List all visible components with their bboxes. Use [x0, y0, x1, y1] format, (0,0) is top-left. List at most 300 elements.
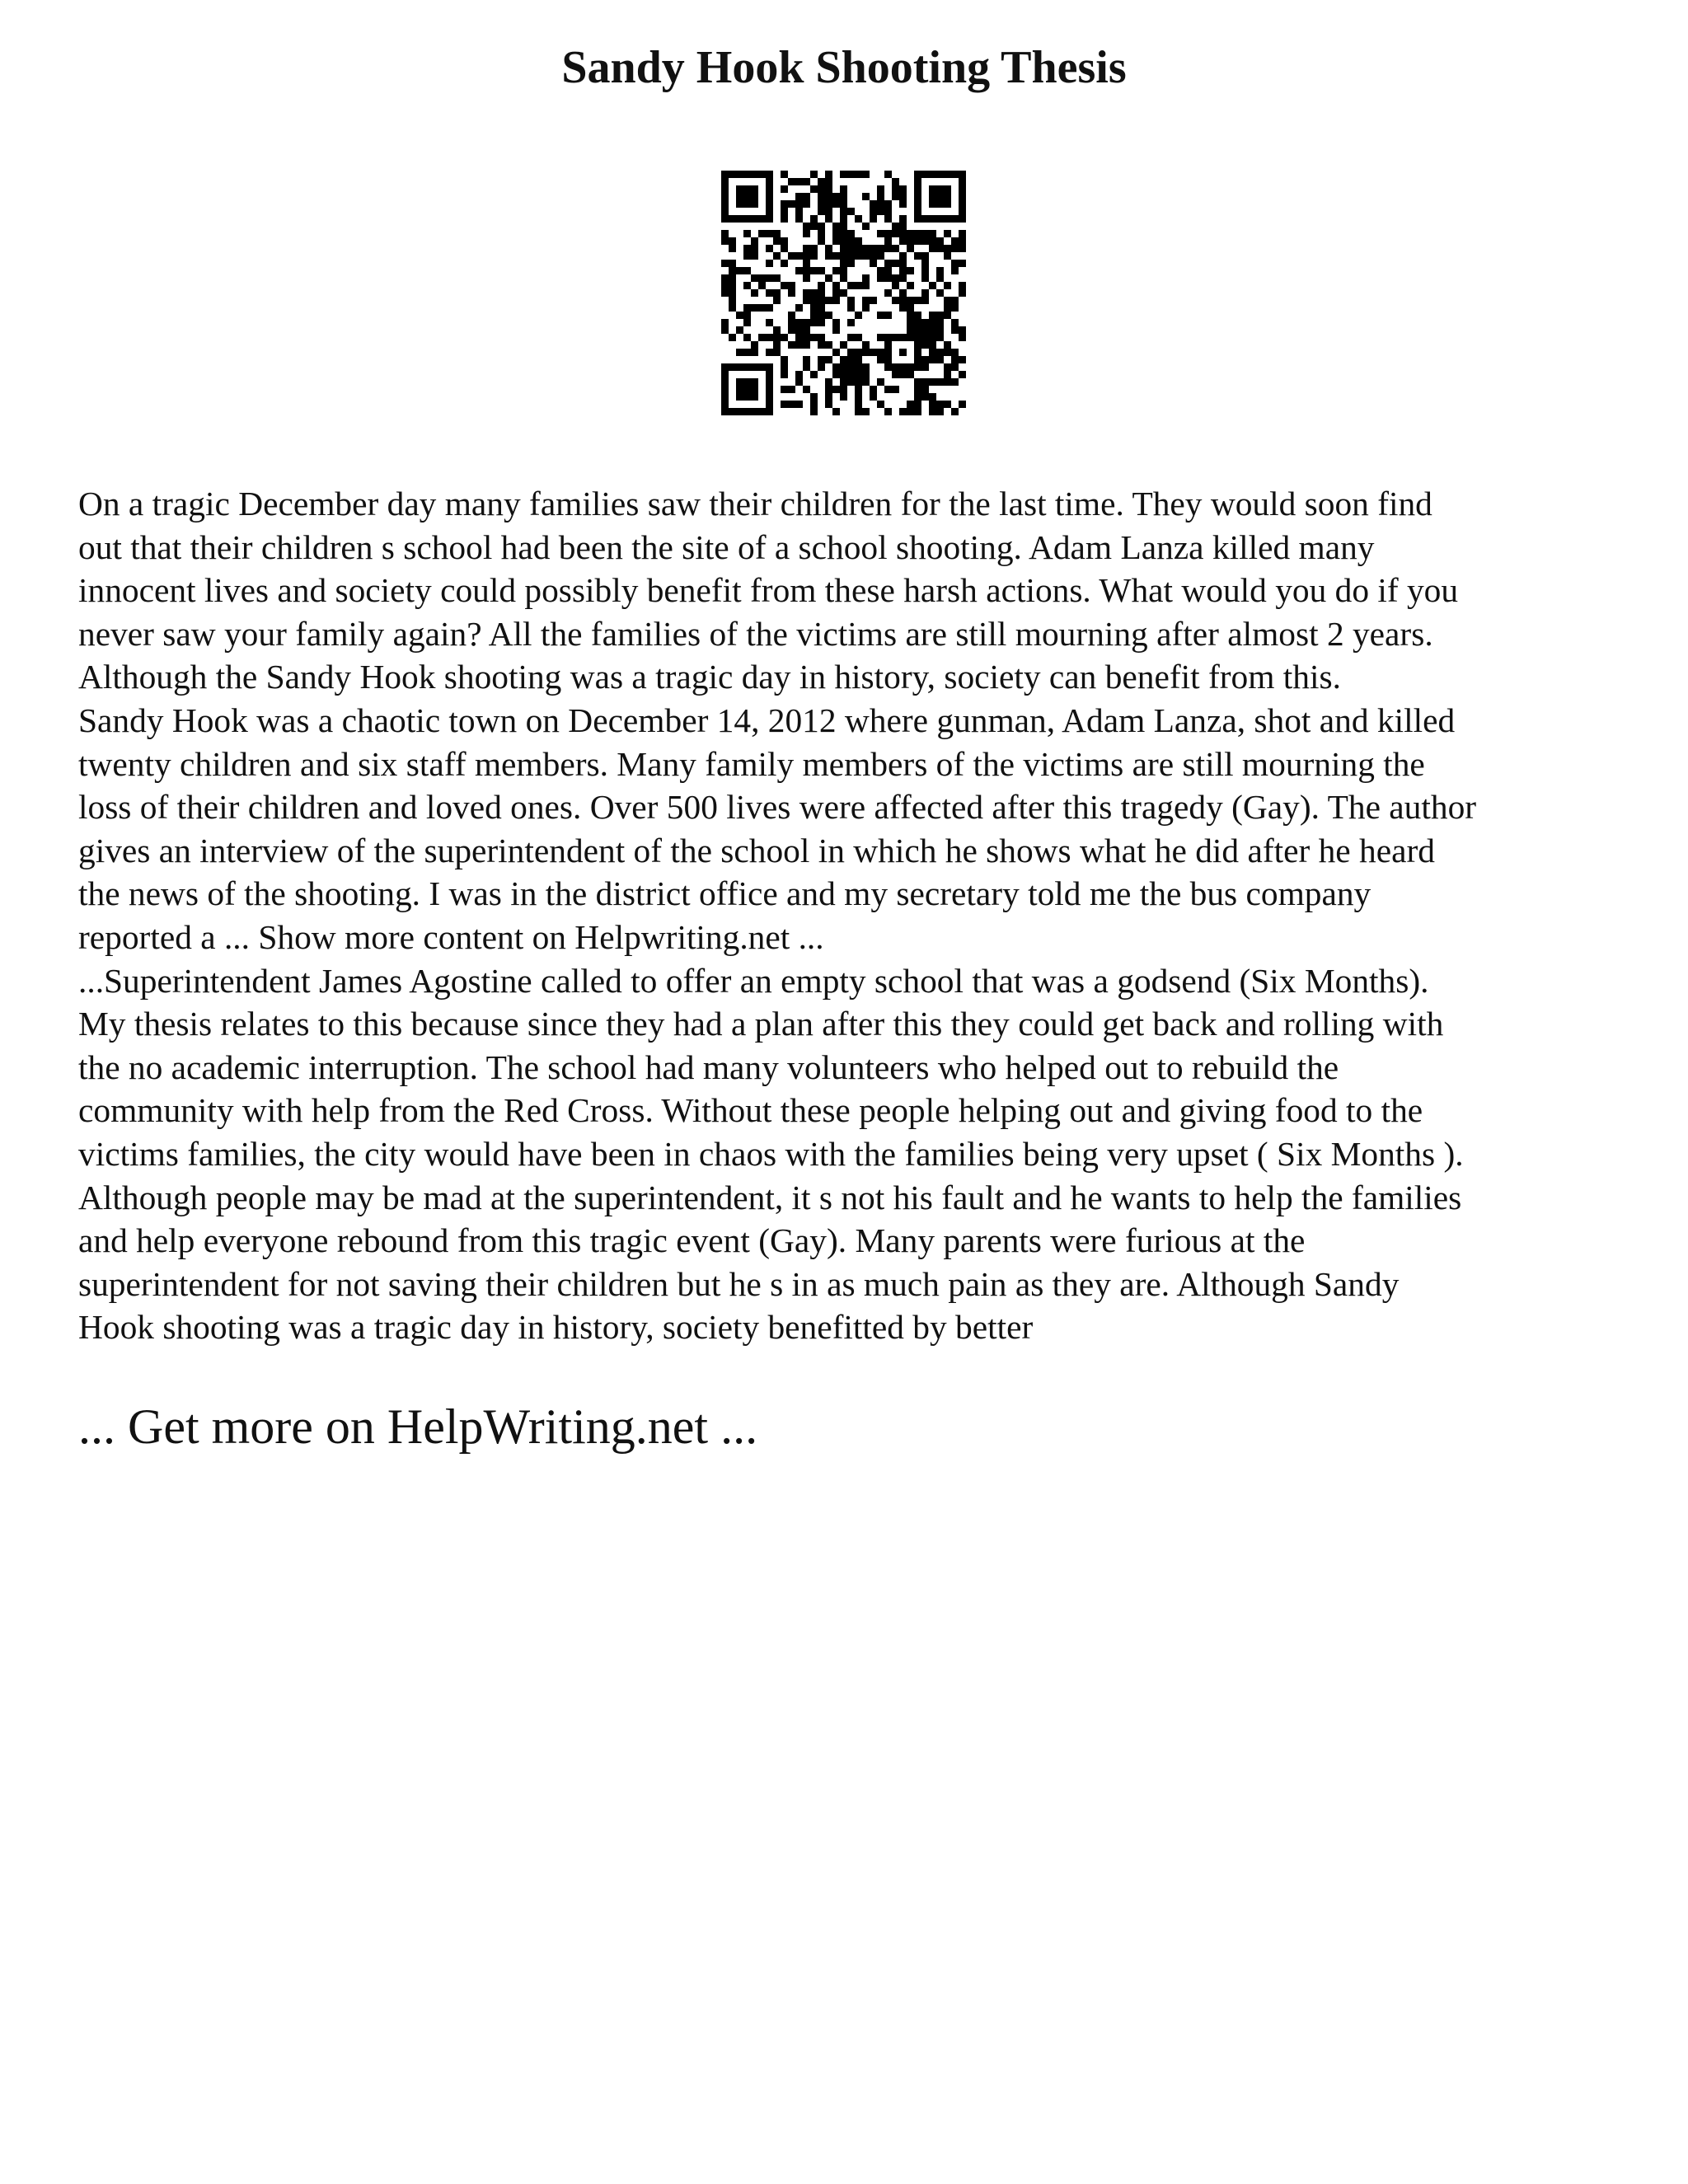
qr-module	[781, 245, 788, 252]
qr-module	[936, 267, 944, 274]
qr-module	[840, 393, 847, 401]
qr-module	[951, 408, 959, 415]
qr-module	[884, 245, 892, 252]
qr-module	[847, 282, 855, 289]
qr-module	[936, 289, 944, 297]
qr-module	[847, 363, 855, 371]
get-more-link[interactable]: ... Get more on HelpWriting.net ...	[78, 1399, 758, 1454]
qr-module	[959, 245, 966, 252]
qr-module	[929, 408, 936, 415]
body-line: My thesis relates to this because since they had a plan after this they could get back and rolling with	[78, 1005, 1444, 1043]
qr-module	[944, 378, 951, 386]
qr-module	[929, 393, 936, 401]
qr-module	[788, 200, 795, 208]
qr-module	[729, 289, 736, 297]
qr-module	[773, 326, 781, 334]
qr-module	[921, 334, 929, 341]
qr-module	[855, 245, 862, 252]
qr-module	[751, 304, 758, 312]
qr-module	[944, 245, 951, 252]
qr-module	[951, 297, 959, 304]
qr-module	[914, 334, 921, 341]
qr-module	[803, 334, 810, 341]
qr-module	[884, 267, 892, 274]
qr-module	[921, 363, 929, 371]
qr-module	[766, 363, 773, 371]
qr-module	[951, 260, 959, 267]
essay-body	[78, 482, 1620, 1349]
qr-module	[803, 297, 810, 304]
qr-module	[810, 267, 818, 274]
qr-module	[944, 371, 951, 378]
qr-module	[810, 334, 818, 341]
qr-module	[840, 371, 847, 378]
qr-module	[899, 297, 907, 304]
qr-module	[795, 208, 803, 215]
qr-module	[847, 371, 855, 378]
qr-module	[803, 341, 810, 349]
qr-module	[751, 193, 758, 200]
qr-module	[825, 208, 832, 215]
qr-module	[929, 356, 936, 363]
qr-module	[818, 312, 825, 319]
qr-module	[818, 304, 825, 312]
qr-module	[944, 304, 951, 312]
qr-module	[959, 208, 966, 215]
qr-module	[877, 185, 884, 193]
qr-module	[758, 274, 766, 282]
qr-module	[810, 297, 818, 304]
qr-module	[773, 230, 781, 237]
qr-module	[884, 408, 892, 415]
qr-module	[914, 363, 921, 371]
qr-module	[884, 334, 892, 341]
qr-module	[795, 215, 803, 223]
qr-module	[758, 408, 766, 415]
qr-module	[751, 274, 758, 282]
qr-module	[803, 386, 810, 393]
body-line: the no academic interruption. The school had many volunteers who helped out to rebuild the	[78, 1047, 1339, 1086]
qr-module	[810, 304, 818, 312]
qr-module	[766, 193, 773, 200]
qr-module	[907, 267, 914, 274]
qr-module	[825, 386, 832, 393]
qr-module	[877, 274, 884, 282]
qr-module	[936, 185, 944, 193]
qr-module	[832, 289, 840, 297]
qr-module	[929, 334, 936, 341]
qr-module	[810, 401, 818, 408]
qr-module	[721, 371, 729, 378]
qr-module	[743, 349, 751, 356]
qr-module	[929, 378, 936, 386]
qr-module	[781, 185, 788, 193]
body-line: Sandy Hook was a chaotic town on December 14, 2012 where gunman, Adam Lanza, shot and killed	[78, 701, 1456, 739]
qr-module	[951, 237, 959, 245]
qr-module	[914, 230, 921, 237]
qr-module	[936, 349, 944, 356]
qr-module	[959, 171, 966, 178]
qr-module	[921, 289, 929, 297]
qr-module	[795, 319, 803, 326]
qr-module	[803, 223, 810, 230]
qr-module	[721, 289, 729, 297]
qr-module	[729, 282, 736, 289]
qr-module	[743, 230, 751, 237]
qr-module	[840, 289, 847, 297]
qr-module	[736, 267, 743, 274]
qr-module	[751, 237, 758, 245]
qr-module	[907, 297, 914, 304]
qr-module	[818, 267, 825, 274]
qr-module	[944, 185, 951, 193]
qr-module	[899, 349, 907, 356]
qr-module	[818, 356, 825, 363]
qr-module	[788, 178, 795, 185]
qr-module	[921, 341, 929, 349]
qr-module	[892, 334, 899, 341]
qr-module	[818, 282, 825, 289]
body-line: twenty children and six staff members. Many family members of the victims are still mourning the	[78, 744, 1425, 783]
qr-module	[914, 341, 921, 349]
qr-module	[929, 215, 936, 223]
qr-module	[877, 349, 884, 356]
qr-module	[743, 252, 751, 260]
qr-module	[907, 282, 914, 289]
qr-module	[959, 356, 966, 363]
qr-module	[884, 356, 892, 363]
qr-module	[840, 267, 847, 274]
qr-module	[825, 356, 832, 363]
qr-module	[899, 200, 907, 208]
qr-module	[855, 378, 862, 386]
qr-module	[818, 208, 825, 215]
qr-module	[803, 193, 810, 200]
qr-module	[855, 282, 862, 289]
qr-module	[840, 274, 847, 282]
qr-module	[907, 408, 914, 415]
qr-module	[907, 401, 914, 408]
qr-module	[892, 193, 899, 200]
qr-module	[781, 171, 788, 178]
qr-module	[870, 200, 877, 208]
qr-module	[766, 215, 773, 223]
qr-module	[877, 245, 884, 252]
body-line: never saw your family again? All the families of the victims are still mourning after almost 2 years.	[78, 614, 1433, 653]
qr-module	[810, 245, 818, 252]
qr-module	[758, 334, 766, 341]
qr-module	[781, 237, 788, 245]
qr-module	[847, 319, 855, 326]
qr-module	[795, 401, 803, 408]
qr-module	[743, 215, 751, 223]
qr-module	[751, 215, 758, 223]
qr-module	[788, 386, 795, 393]
qr-module	[914, 297, 921, 304]
qr-module	[736, 326, 743, 334]
qr-module	[862, 171, 870, 178]
qr-module	[803, 245, 810, 252]
body-line: innocent lives and society could possibly benefit from these harsh actions. What would you do if you	[78, 571, 1459, 610]
qr-module	[788, 319, 795, 326]
qr-module	[773, 334, 781, 341]
qr-module	[743, 193, 751, 200]
qr-module	[899, 193, 907, 200]
qr-module	[959, 200, 966, 208]
qr-code-icon	[721, 171, 966, 415]
qr-module	[840, 245, 847, 252]
qr-module	[832, 297, 840, 304]
qr-module	[803, 260, 810, 267]
qr-module	[936, 274, 944, 282]
qr-module	[818, 223, 825, 230]
qr-module	[877, 193, 884, 200]
qr-module	[751, 245, 758, 252]
qr-module	[781, 371, 788, 378]
qr-module	[921, 171, 929, 178]
qr-module	[855, 252, 862, 260]
qr-module	[959, 193, 966, 200]
qr-module	[721, 237, 729, 245]
page-title: Sandy Hook Shooting Thesis	[561, 42, 1127, 93]
qr-module	[914, 386, 921, 393]
qr-module	[899, 215, 907, 223]
qr-module	[825, 171, 832, 178]
qr-module	[847, 378, 855, 386]
qr-module	[936, 237, 944, 245]
qr-module	[855, 237, 862, 245]
qr-module	[870, 297, 877, 304]
qr-module	[818, 334, 825, 341]
qr-module	[944, 297, 951, 304]
qr-module	[929, 185, 936, 193]
qr-module	[877, 252, 884, 260]
qr-module	[877, 378, 884, 386]
qr-module	[847, 171, 855, 178]
qr-module	[929, 171, 936, 178]
qr-module	[729, 297, 736, 304]
qr-module	[914, 193, 921, 200]
qr-module	[959, 237, 966, 245]
qr-module	[862, 297, 870, 304]
qr-module	[818, 319, 825, 326]
qr-module	[818, 200, 825, 208]
qr-module	[929, 326, 936, 334]
qr-module	[721, 185, 729, 193]
qr-module	[818, 185, 825, 193]
qr-module	[914, 237, 921, 245]
qr-module	[921, 237, 929, 245]
qr-module	[892, 363, 899, 371]
qr-module	[870, 252, 877, 260]
qr-module	[921, 378, 929, 386]
qr-module	[892, 297, 899, 304]
qr-module	[743, 171, 751, 178]
qr-module	[803, 289, 810, 297]
qr-module	[832, 237, 840, 245]
qr-module	[729, 408, 736, 415]
qr-module	[936, 319, 944, 326]
qr-module	[944, 193, 951, 200]
qr-module	[921, 326, 929, 334]
qr-module	[862, 408, 870, 415]
qr-module	[810, 312, 818, 319]
qr-module	[751, 393, 758, 401]
qr-module	[921, 215, 929, 223]
qr-module	[877, 356, 884, 363]
qr-module	[929, 319, 936, 326]
qr-module	[936, 312, 944, 319]
qr-module	[936, 334, 944, 341]
qr-module	[951, 319, 959, 326]
qr-module	[899, 274, 907, 282]
qr-module	[862, 193, 870, 200]
qr-module	[736, 200, 743, 208]
qr-module	[907, 326, 914, 334]
qr-module	[936, 200, 944, 208]
qr-module	[870, 393, 877, 401]
qr-module	[736, 386, 743, 393]
qr-module	[914, 326, 921, 334]
qr-module	[781, 215, 788, 223]
qr-module	[818, 230, 825, 237]
qr-module	[788, 312, 795, 319]
qr-module	[959, 326, 966, 334]
qr-module	[795, 371, 803, 378]
qr-module	[936, 215, 944, 223]
qr-module	[959, 185, 966, 193]
qr-module	[721, 386, 729, 393]
qr-module	[929, 349, 936, 356]
qr-module	[921, 230, 929, 237]
qr-module	[907, 237, 914, 245]
qr-module	[951, 304, 959, 312]
qr-module	[929, 237, 936, 245]
qr-module	[721, 230, 729, 237]
qr-module	[766, 371, 773, 378]
qr-module	[951, 171, 959, 178]
qr-module	[870, 245, 877, 252]
qr-module	[914, 349, 921, 356]
qr-module	[766, 334, 773, 341]
qr-module	[892, 178, 899, 185]
qr-module	[892, 371, 899, 378]
qr-module	[862, 304, 870, 312]
qr-module	[788, 401, 795, 408]
qr-module	[832, 319, 840, 326]
qr-module	[892, 185, 899, 193]
qr-module	[870, 349, 877, 356]
qr-module	[914, 408, 921, 415]
qr-module	[899, 304, 907, 312]
qr-module	[951, 363, 959, 371]
qr-module	[899, 334, 907, 341]
qr-module	[781, 334, 788, 341]
qr-module	[721, 393, 729, 401]
qr-module	[892, 274, 899, 282]
qr-module	[944, 363, 951, 371]
qr-module	[803, 326, 810, 334]
qr-module	[736, 408, 743, 415]
qr-module	[929, 401, 936, 408]
qr-module	[951, 245, 959, 252]
qr-module	[773, 349, 781, 356]
qr-module	[743, 378, 751, 386]
body-line: the news of the shooting. I was in the district office and my secretary told me the bus company	[78, 874, 1372, 913]
body-line: reported a ... Show more content on Helpwriting.net ...	[78, 917, 824, 956]
qr-module	[855, 334, 862, 341]
qr-module	[766, 274, 773, 282]
qr-module	[721, 208, 729, 215]
qr-module	[810, 215, 818, 223]
qr-module	[877, 312, 884, 319]
qr-module	[921, 267, 929, 274]
qr-module	[936, 401, 944, 408]
qr-module	[788, 282, 795, 289]
qr-module	[921, 393, 929, 401]
qr-module	[921, 274, 929, 282]
qr-module	[825, 297, 832, 304]
qr-module	[884, 171, 892, 178]
qr-module	[743, 393, 751, 401]
qr-module	[899, 289, 907, 297]
qr-module	[870, 208, 877, 215]
qr-module	[899, 223, 907, 230]
qr-module	[795, 326, 803, 334]
qr-module	[914, 312, 921, 319]
qr-module	[825, 378, 832, 386]
qr-module	[825, 185, 832, 193]
qr-module	[721, 408, 729, 415]
qr-module	[921, 252, 929, 260]
qr-module	[810, 371, 818, 378]
qr-module	[729, 274, 736, 282]
qr-module	[855, 371, 862, 378]
qr-module	[803, 230, 810, 237]
qr-module	[729, 245, 736, 252]
qr-module	[766, 349, 773, 356]
qr-module	[832, 386, 840, 393]
qr-module	[944, 171, 951, 178]
body-line: Hook shooting was a tragic day in history, society benefitted by better	[78, 1308, 1034, 1347]
qr-module	[803, 178, 810, 185]
qr-module	[899, 371, 907, 378]
qr-module	[766, 200, 773, 208]
qr-module	[766, 245, 773, 252]
qr-module	[781, 200, 788, 208]
qr-module	[743, 282, 751, 289]
qr-module	[951, 378, 959, 386]
qr-module	[825, 193, 832, 200]
qr-module	[729, 171, 736, 178]
qr-module	[721, 319, 729, 326]
qr-module	[832, 230, 840, 237]
qr-module	[818, 341, 825, 349]
qr-module	[736, 171, 743, 178]
qr-module	[773, 237, 781, 245]
qr-module	[766, 260, 773, 267]
qr-module	[892, 386, 899, 393]
qr-module	[855, 171, 862, 178]
qr-module	[729, 363, 736, 371]
qr-module	[825, 200, 832, 208]
qr-module	[721, 260, 729, 267]
qr-module	[921, 386, 929, 393]
qr-module	[899, 363, 907, 371]
qr-module	[825, 312, 832, 319]
qr-module	[729, 260, 736, 267]
qr-module	[832, 349, 840, 356]
